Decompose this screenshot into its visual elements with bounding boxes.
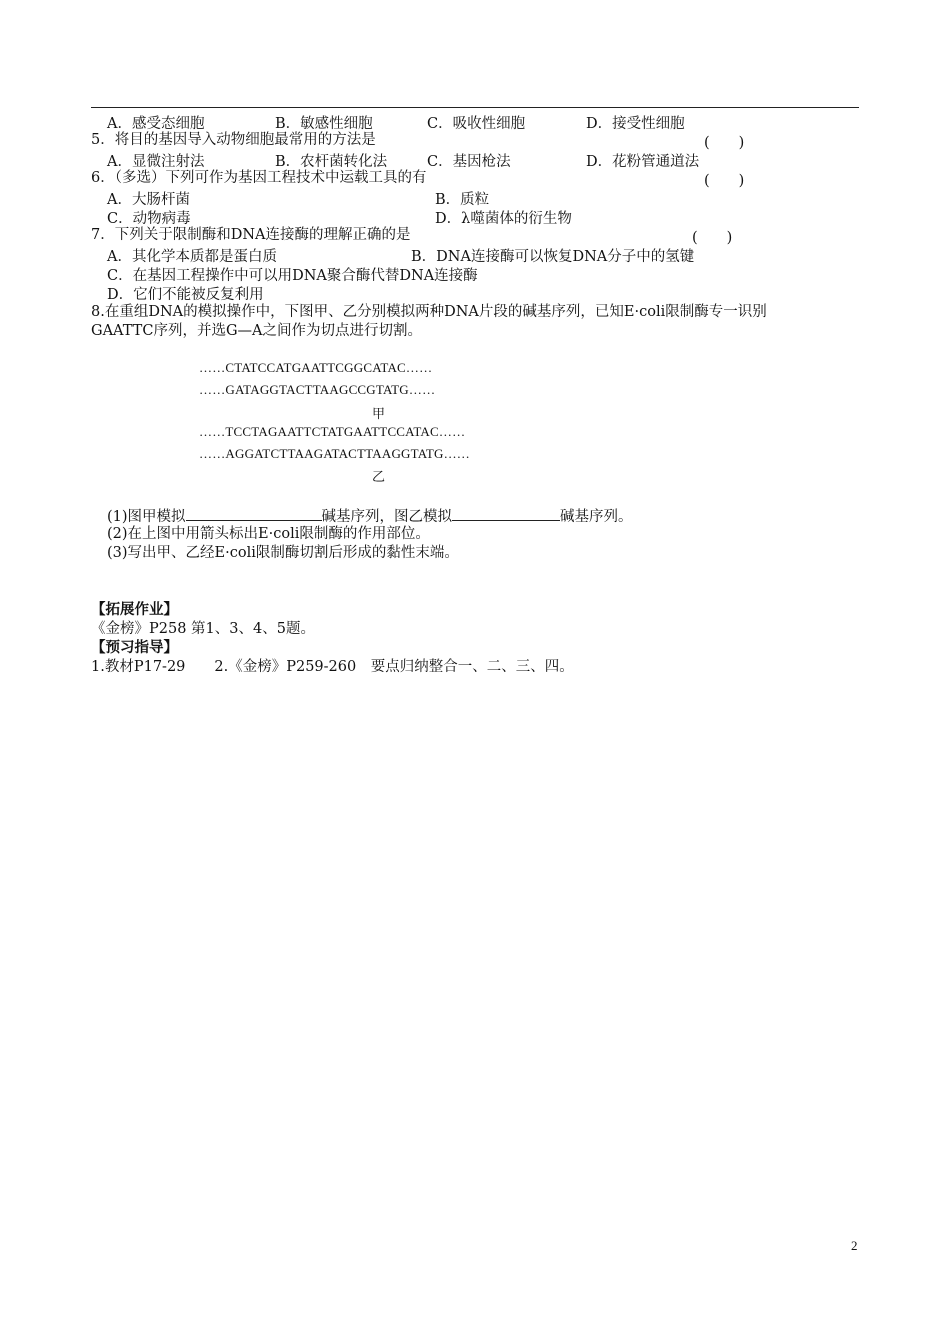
q5-answer-paren: ( ) [704, 135, 745, 151]
dna-jia-top-strand: ……CTATCCATGAATTCGGCATAC…… [199, 360, 433, 375]
q4-option-a: A．感受态细胞 [107, 116, 205, 132]
q6-answer-paren: ( ) [704, 173, 745, 189]
q5-option-b: B．农杆菌转化法 [275, 154, 388, 170]
q8-stem-line2: GAATTC序列，并选G—A之间作为切点进行切割。 [91, 323, 422, 339]
q4-option-b: B．敏感性细胞 [275, 116, 373, 132]
preview-heading: 【预习指导】 [91, 639, 178, 656]
q7-option-d: D．它们不能被反复利用 [107, 287, 264, 303]
q7-stem: 7．下列关于限制酶和DNA连接酶的理解正确的是 [91, 227, 411, 243]
q8-stem-line1: 8.在重组DNA的模拟操作中，下图甲、乙分别模拟两种DNA片段的碱基序列，已知E·coli限制酶专一识别 [91, 304, 767, 320]
q7-answer-paren: ( ) [692, 230, 733, 246]
q5-option-c: C．基因枪法 [427, 154, 511, 170]
q8-sub1-part-c: 碱基序列。 [560, 509, 633, 525]
q6-option-a: A．大肠杆菌 [107, 192, 190, 208]
q8-sub3: (3)写出甲、乙经E·coli限制酶切割后形成的黏性末端。 [107, 545, 459, 561]
dna-yi-label: 乙 [372, 470, 386, 485]
q7-option-a: A．其化学本质都是蛋白质 [107, 249, 277, 265]
q8-sub2: (2)在上图中用箭头标出E·coli限制酶的作用部位。 [107, 526, 430, 542]
q8-sub1-part-a: (1)图甲模拟 [107, 509, 186, 525]
q5-stem: 5．将目的基因导入动物细胞最常用的方法是 [91, 132, 376, 148]
q7-option-b: B．DNA连接酶可以恢复DNA分子中的氢键 [411, 249, 695, 265]
dna-jia-label: 甲 [372, 407, 386, 422]
answer-blank-yi[interactable] [452, 506, 560, 521]
q5-option-a: A．显微注射法 [107, 154, 205, 170]
extension-heading: 【拓展作业】 [91, 601, 178, 618]
header-rule [91, 107, 859, 108]
q8-sub1 [107, 506, 633, 526]
preview-text: 1.教材P17-29 2.《金榜》P259-260 要点归纳整合一、二、三、四。 [91, 659, 574, 675]
q6-option-b: B．质粒 [435, 192, 490, 208]
q7-option-c: C．在基因工程操作中可以用DNA聚合酶代替DNA连接酶 [107, 268, 478, 284]
q4-option-d: D．接受性细胞 [586, 116, 685, 132]
answer-blank-jia[interactable] [186, 506, 322, 521]
q4-option-c: C．吸收性细胞 [427, 116, 526, 132]
dna-yi-top-strand: ……TCCTAGAATTCTATGAATTCCATAC…… [199, 424, 466, 439]
q6-option-c: C．动物病毒 [107, 211, 191, 227]
page-number: 2 [851, 1238, 858, 1253]
q5-option-d: D．花粉管通道法 [586, 154, 700, 170]
extension-text: 《金榜》P258 第1、3、4、5题。 [91, 621, 315, 637]
q8-sub1-part-b: 碱基序列，图乙模拟 [321, 509, 453, 525]
q6-option-d: D．λ噬菌体的衍生物 [435, 211, 572, 227]
dna-jia-bottom-strand: ……GATAGGTACTTAAGCCGTATG…… [199, 382, 436, 397]
dna-yi-bottom-strand: ……AGGATCTTAAGATACTTAAGGTATG…… [199, 446, 471, 461]
q6-stem: 6．（多选）下列可作为基因工程技术中运载工具的有 [91, 170, 427, 186]
